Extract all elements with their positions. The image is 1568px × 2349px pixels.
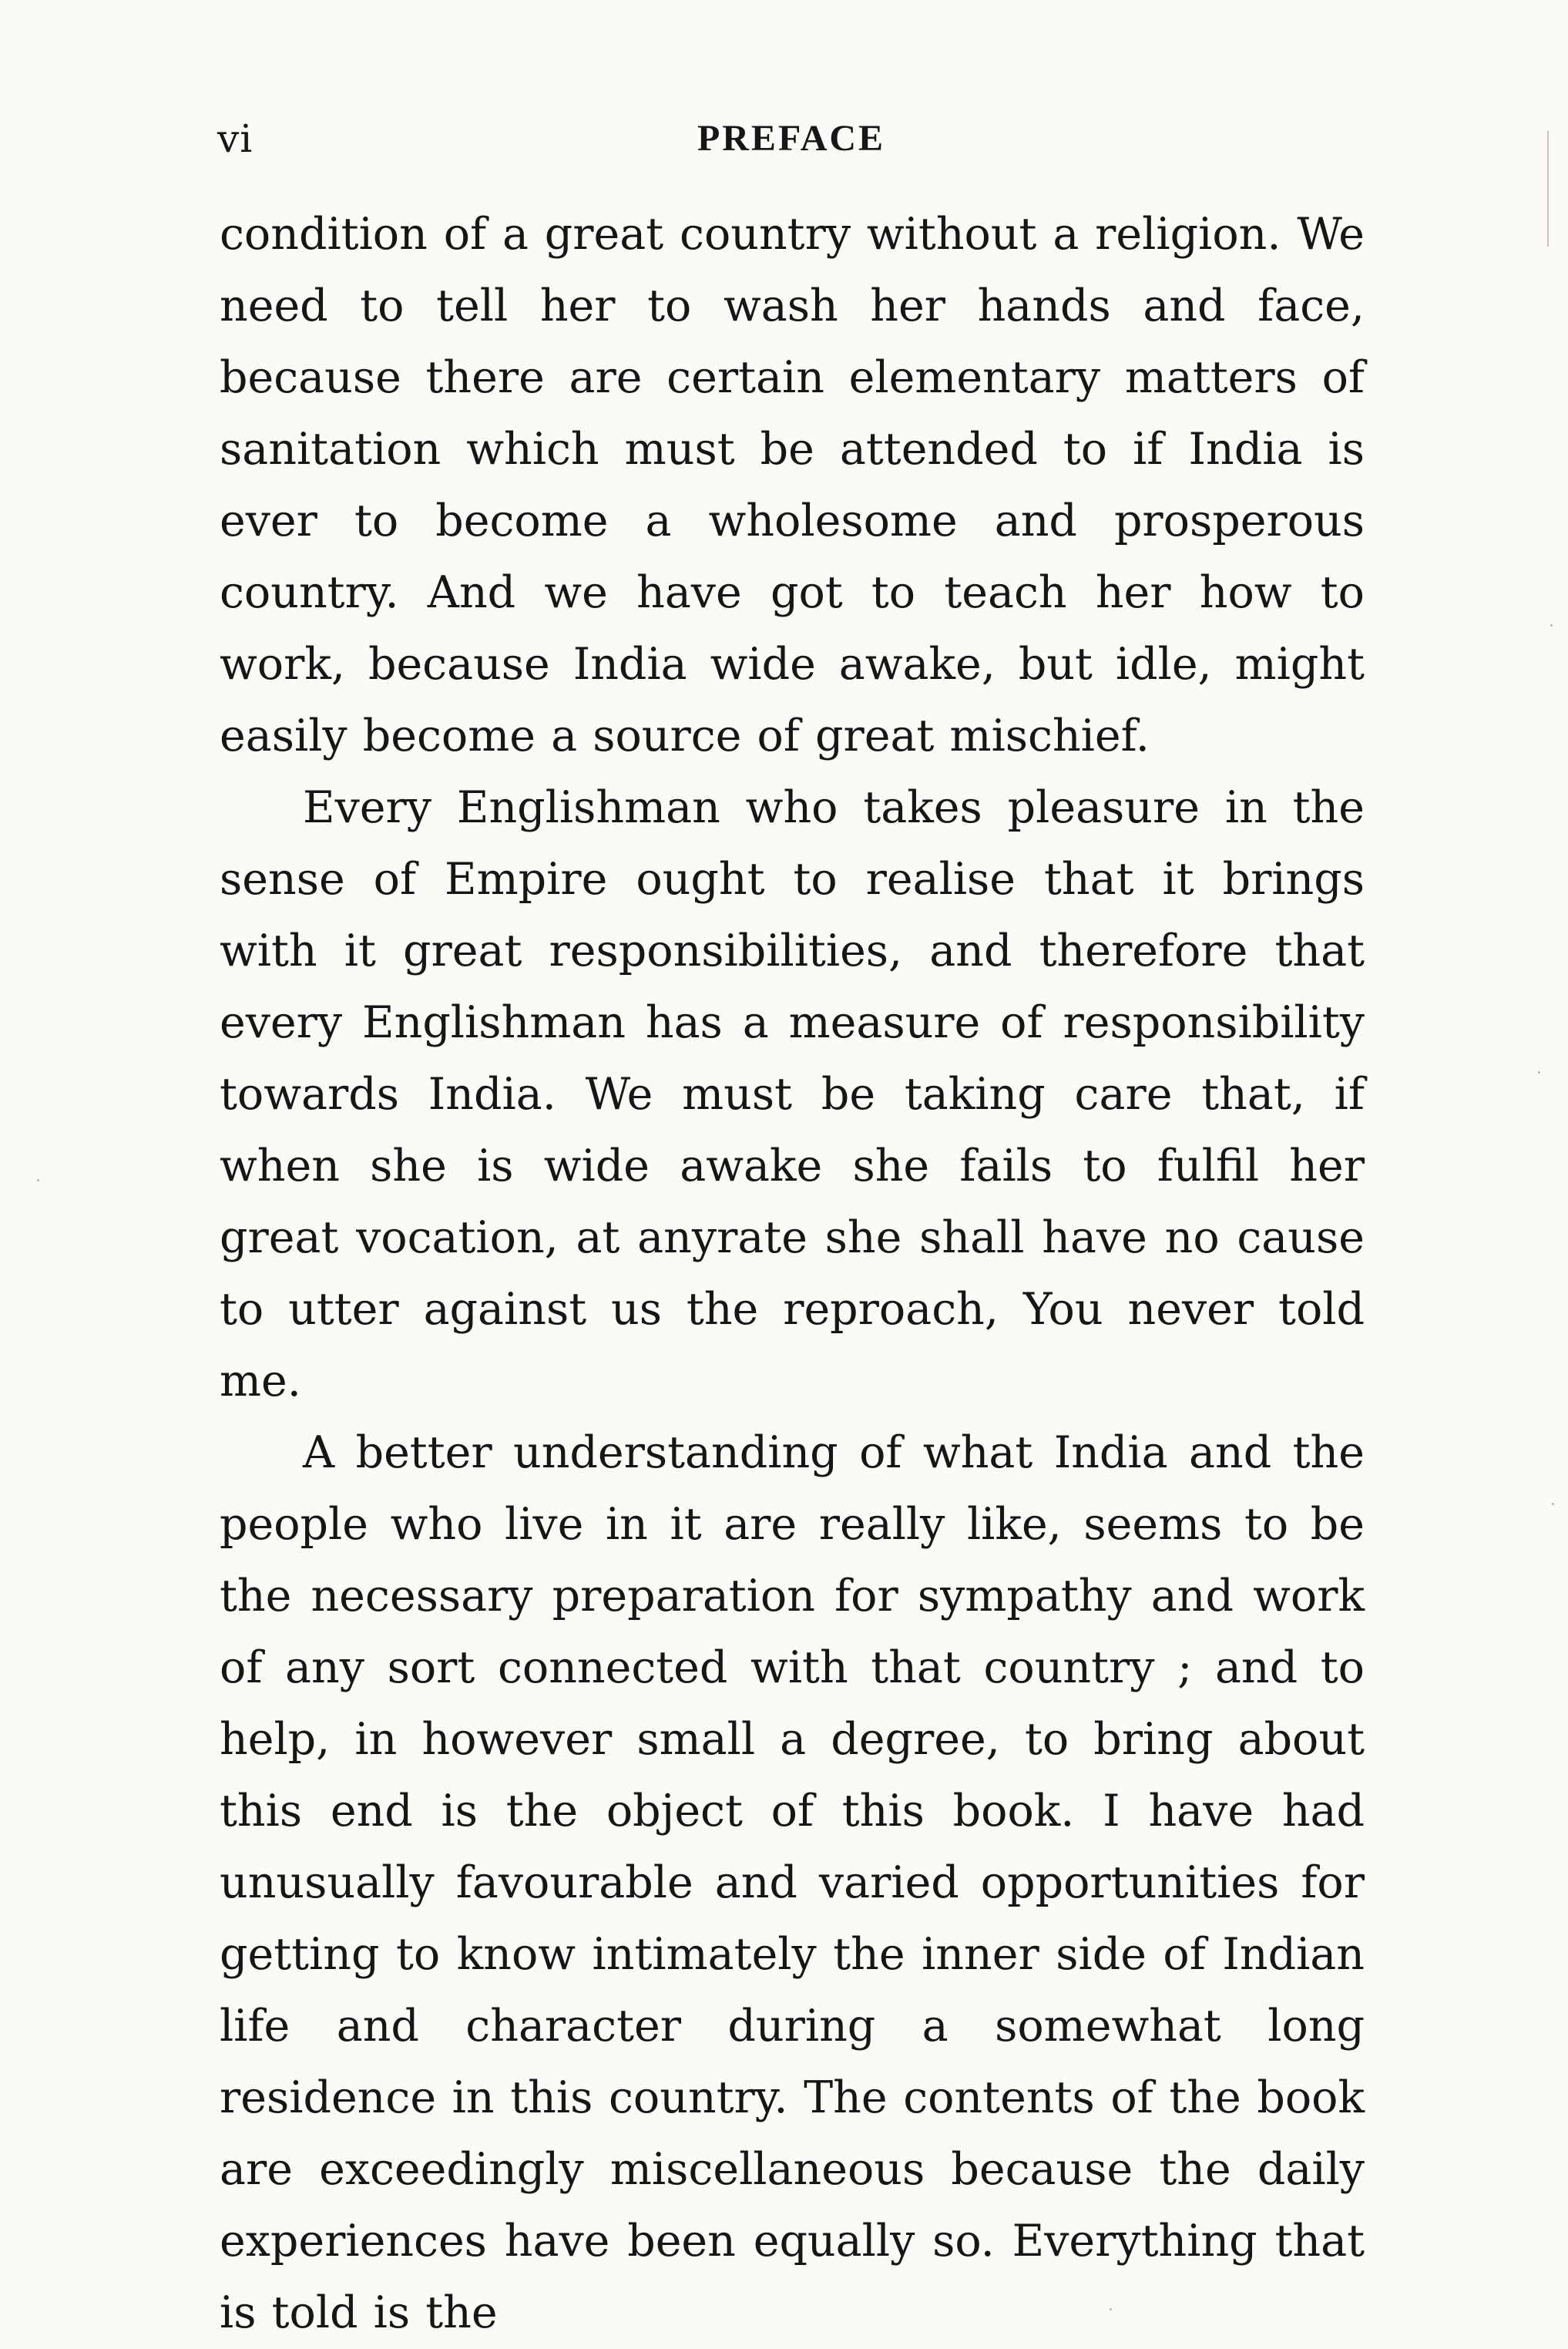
scan-speck — [1552, 1503, 1554, 1505]
paragraph-2: Every Englishman who takes pleasure in the sense of Empire ought to realise that it brings with it great responsibilities, and therefore that every Englishman has a measure of responsibility towards India. We must be taking care that, if when she is wide awake she fails to fulfil her great vocation, at anyrate she shall have no cause to utter against us the reproach, You never told me. — [220, 782, 1365, 1406]
paragraph-3: A better understanding of what India and the people who live in it are really like, seems to be the necessary preparation for sympathy and work of any sort connected with that country ; and to help, in however small a degree, to bring about this end is the object of this book. I have had unusually favourable and varied opportunities for getting to know intimately the inner side of Indian life and character during a somewhat long residence in this country. The contents of the book are exceedingly miscellaneous because the daily experiences have been equally so. Everything that is told is the — [220, 1427, 1365, 2338]
paragraph-1: condition of a great country without a religion. We need to tell her to wash her hands and face, because there are certain elementary matters of sanitation which must be attended to if India is ever to become a wholesome and prosperous country. And we have got to teach her how to work, because India wide awake, but idle, might easily become a source of great mischief. — [220, 209, 1365, 761]
page-header — [217, 116, 1365, 170]
scan-speck — [1550, 624, 1553, 627]
running-title: PREFACE — [697, 118, 886, 159]
body-text — [220, 199, 1365, 2349]
page-number: vi — [217, 116, 253, 161]
scan-speck — [1110, 2308, 1112, 2310]
scan-speck — [1538, 1071, 1540, 1074]
scan-speck — [37, 1179, 39, 1181]
scan-edge-mark — [1547, 131, 1549, 247]
